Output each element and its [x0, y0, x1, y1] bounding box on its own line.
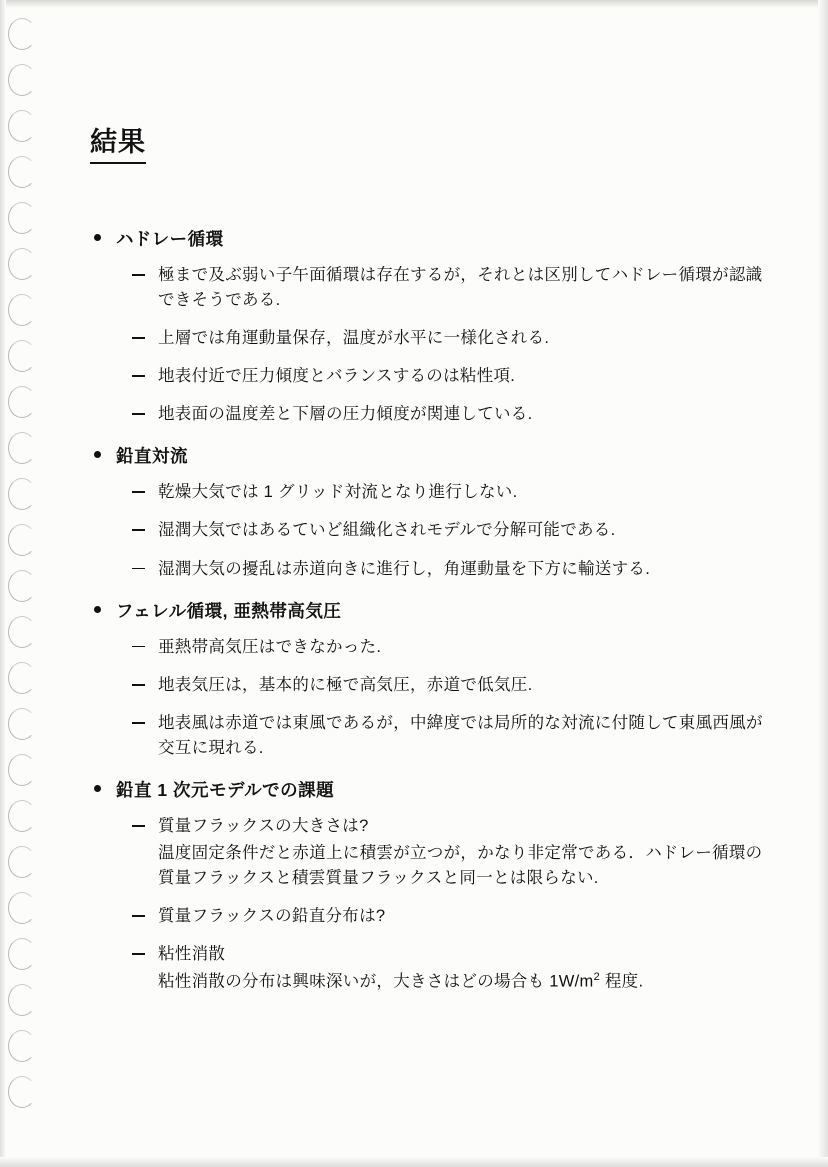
section-heading: [90, 443, 770, 468]
binding-hole: [8, 294, 36, 326]
binding-hole: [8, 248, 36, 280]
page-title: 結果: [90, 120, 146, 164]
point-item: [132, 904, 770, 929]
dash-bullet-icon: [132, 825, 145, 827]
point-list: [132, 635, 770, 761]
dash-bullet-icon: [132, 915, 145, 917]
point-text: 乾燥大気では 1 グリッド対流となり進行しない.: [158, 483, 518, 502]
point-text: 亜熱帯高気圧はできなかった.: [158, 637, 382, 656]
page-edge-right: [818, 0, 828, 1167]
point-item: [132, 942, 770, 995]
section: [90, 777, 770, 995]
section-heading: [90, 777, 770, 802]
binding-hole: [8, 800, 36, 832]
binding-hole: [8, 386, 36, 418]
point-item: [132, 263, 770, 313]
section-heading-label: ハドレー循環: [116, 229, 224, 249]
page-edge-bottom: [0, 1157, 828, 1167]
binding-hole: [8, 64, 36, 96]
section: [90, 443, 770, 581]
section: [90, 598, 770, 761]
binding-hole: [8, 156, 36, 188]
point-text: 地表面の温度差と下層の圧力傾度が関連している.: [158, 405, 533, 424]
point-detail-superscript: 2: [593, 971, 600, 984]
binding-hole: [8, 754, 36, 786]
binding-hole: [8, 662, 36, 694]
binding-hole: [8, 340, 36, 372]
point-text: 上層では角運動量保存，温度が水平に一様化される.: [158, 329, 550, 348]
document-body: [90, 120, 770, 1011]
binding-hole: [8, 18, 36, 50]
binding-hole: [8, 846, 36, 878]
section-list: [90, 226, 770, 995]
section: [90, 226, 770, 427]
binding-hole: [8, 938, 36, 970]
point-list: [132, 814, 770, 995]
point-item: [132, 518, 770, 543]
binding-hole: [8, 892, 36, 924]
point-text: 地表付近で圧力傾度とバランスするのは粘性項.: [158, 367, 516, 386]
point-text: 粘性消散: [158, 945, 226, 964]
dash-bullet-icon: [132, 337, 145, 339]
point-item: [132, 673, 770, 698]
point-item: [132, 557, 770, 582]
point-item: [132, 402, 770, 427]
bullet-dot-icon: [94, 606, 101, 613]
binding-hole: [8, 1030, 36, 1062]
dash-bullet-icon: [132, 274, 145, 276]
dash-bullet-icon: [132, 491, 145, 493]
dash-bullet-icon: [132, 953, 145, 955]
binding-hole: [8, 1076, 36, 1108]
binding-hole: [8, 524, 36, 556]
bullet-dot-icon: [94, 234, 101, 241]
point-list: [132, 480, 770, 581]
binding-hole: [8, 432, 36, 464]
binding-hole: [8, 570, 36, 602]
point-detail-after: 程度.: [600, 972, 644, 991]
dash-bullet-icon: [132, 684, 145, 686]
point-item: [132, 711, 770, 761]
point-detail-text: 温度固定条件だと赤道上に積雲が立つが，かなり非定常である．ハドレー循環の質量フラックスと積雲質量フラックスと同一とは限らない.: [158, 844, 763, 888]
spiral-binding-holes: [8, 18, 42, 1148]
point-item: [132, 814, 770, 891]
binding-hole: [8, 708, 36, 740]
point-text: 質量フラックスの大きさは?: [158, 816, 369, 835]
point-detail-before: 粘性消散の分布は興味深いが，大きさはどの場合も 1W/m: [158, 972, 594, 991]
bullet-dot-icon: [94, 451, 101, 458]
dash-bullet-icon: [132, 413, 145, 415]
point-item: [132, 326, 770, 351]
dash-bullet-icon: [132, 722, 145, 724]
point-item: [132, 480, 770, 505]
dash-bullet-icon: [132, 529, 145, 531]
binding-hole: [8, 478, 36, 510]
section-heading: [90, 598, 770, 623]
point-text: 質量フラックスの鉛直分布は?: [158, 907, 386, 926]
point-text: 湿潤大気ではあるていど組織化されモデルで分解可能である.: [158, 521, 616, 540]
point-text: 極まで及ぶ弱い子午面循環は存在するが，それとは区別してハドレー循環が認識できそうである.: [158, 266, 763, 310]
section-heading-label: フェレル循環, 亜熱帯高気圧: [116, 600, 342, 621]
point-text: 湿潤大気の擾乱は赤道向きに進行し，角運動量を下方に輸送する.: [158, 559, 651, 578]
binding-hole: [8, 202, 36, 234]
dash-bullet-icon: [132, 568, 145, 570]
point-item: [132, 364, 770, 389]
page-edge-top: [0, 0, 828, 8]
bullet-dot-icon: [94, 785, 101, 792]
point-list: [132, 263, 770, 427]
point-text: 地表風は赤道では東風であるが，中緯度では局所的な対流に付随して東風西風が交互に現れる.: [158, 713, 763, 757]
point-detail-text: [158, 969, 770, 995]
dash-bullet-icon: [132, 646, 145, 648]
section-heading-label: 鉛直対流: [116, 446, 188, 467]
section-heading-label: 鉛直 1 次元モデルでの課題: [116, 779, 335, 800]
dash-bullet-icon: [132, 375, 145, 377]
binding-hole: [8, 616, 36, 648]
binding-hole: [8, 984, 36, 1016]
point-text: 地表気圧は，基本的に極で高気圧，赤道で低気圧.: [158, 675, 533, 694]
binding-hole: [8, 110, 36, 142]
point-item: [132, 635, 770, 660]
section-heading: [90, 226, 770, 251]
page-edge-left: [0, 0, 6, 1167]
